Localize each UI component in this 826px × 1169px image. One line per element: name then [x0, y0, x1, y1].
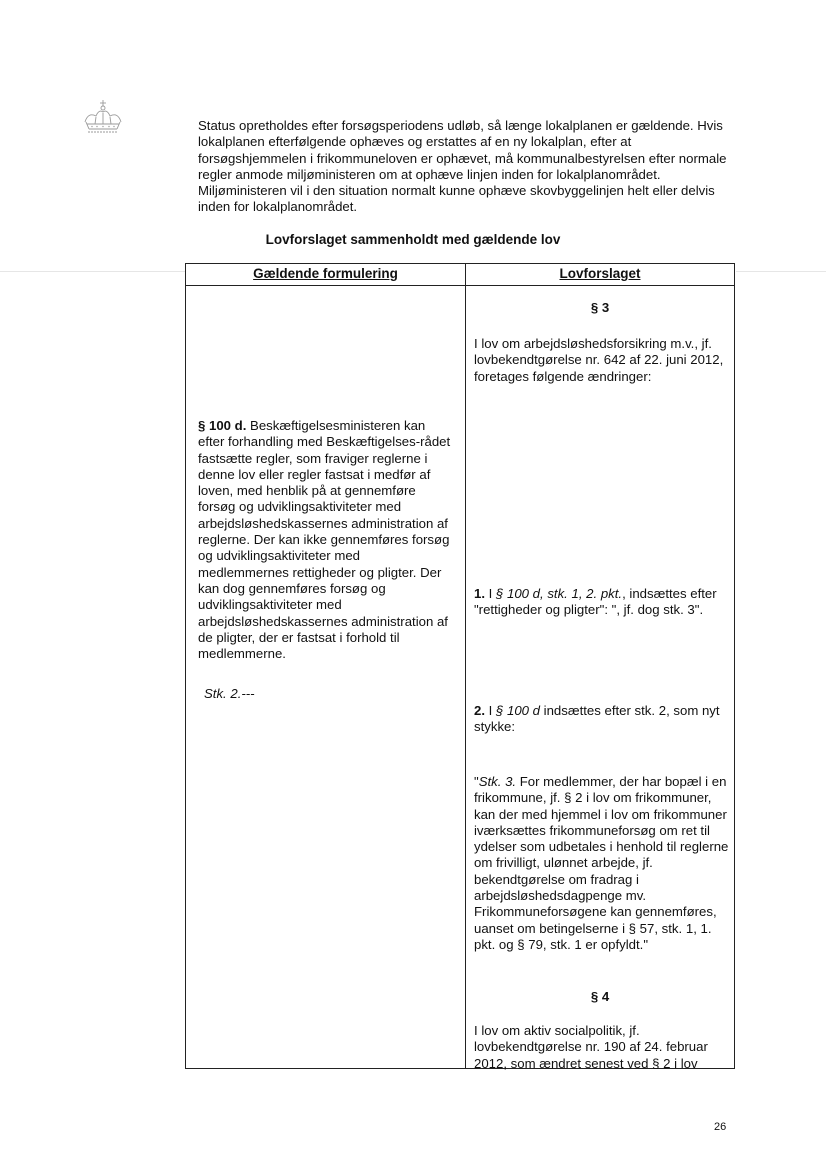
header-bill: Lovforslaget: [559, 266, 641, 281]
current-stk2: Stk. 2.---: [204, 686, 255, 701]
intro-paragraph: Status opretholdes efter forsøgsperiodens udløb, så længe lokalplanen er gældende. Hvis lokalplanen efterfølgende ophæves og erstattes af en ny lokalplan, efter at forsøgshjemmelen i frikommuneloven er ophævet, må kommunalbestyrelsen efter normale regler anmode miljøministeren om at ophæve linjen inden for lokalplanområdet. Miljøministeren vil i den situation normalt kunne ophæve skovbyggelinjen helt eller delvis inden for lokalplanområdet.: [198, 118, 727, 215]
stk3-open-quote: ": [474, 774, 479, 789]
header-current-wording: Gældende formulering: [253, 266, 398, 281]
stk3-label: Stk. 3.: [478, 774, 517, 789]
current-section-100d: [198, 418, 454, 662]
header-rule: [186, 285, 734, 286]
section-4-heading: § 4: [590, 989, 610, 1004]
scan-line-left: [0, 271, 185, 272]
scan-line-right: [736, 271, 826, 272]
section-100d-label: § 100 d.: [198, 418, 247, 433]
amendment-1-pre: I: [485, 586, 496, 601]
comparison-title: Lovforslaget sammenholdt med gældende lov: [265, 232, 561, 247]
page-number: 26: [714, 1121, 727, 1133]
amendment-1-number: 1.: [474, 586, 485, 601]
column-divider: [465, 264, 466, 1068]
amendment-1-text: , indsættes efter "rettigheder og pligter": ", jf. dog stk. 3".: [474, 586, 717, 618]
amendment-2: [474, 703, 726, 736]
amendment-2-ref: § 100 d: [496, 703, 540, 718]
amendment-2-text: indsættes efter stk. 2, som nyt stykke:: [474, 703, 720, 735]
amendment-2-number: 2.: [474, 703, 485, 718]
stk3-text: For medlemmer, der har bopæl i en frikommune, jf. § 2 i lov om frikommuner, kan der med hjemmel i lov om frikommuner iværksættes frikommuneforsøg om ret til ydelser som udbetales i henhold til reglerne om frivilligt, ulønnet arbejde, jf. bekendtgørelse om fradrag i arbejdsløshedsdagpenge mv. Frikommuneforsøgene kan gennemføres, uanset om betingelserne i § 57, stk. 1, 1. pkt. og § 79, stk. 1 er opfyldt.": [474, 774, 729, 952]
comparison-table: [185, 263, 735, 1069]
new-stk3: [474, 774, 730, 953]
section-100d-text: Beskæftigelsesministeren kan efter forhandling med Beskæftigelses-rådet fastsætte regler, som fraviger reglerne i denne lov eller regler fastsat i medfør af loven, med henblik på at gennemføre forsøg og udviklingsaktiviteter med arbejdsløshedskassernes administration af reglerne. Der kan ikke gennemføres forsøg og udviklingsaktiviteter med medlemmernes rettigheder og pligter. Der kan dog gennemføres forsøg og udviklingsaktiviteter med arbejdsløshedskassernes administration af de pligter, der er fastsat i forhold til medlemmerne.: [198, 418, 451, 662]
section-4-intro: I lov om aktiv socialpolitik, jf. lovbekendtgørelse nr. 190 af 24. februar 2012, som ændret senest ved § 2 i lov: [474, 1023, 708, 1071]
amendment-2-pre: I: [485, 703, 496, 718]
section-3-intro: I lov om arbejdsløshedsforsikring m.v., jf. lovbekendtgørelse nr. 642 af 22. juni 2012, foretages følgende ændringer:: [474, 336, 724, 384]
section-3-heading: § 3: [590, 300, 610, 315]
amendment-1: [474, 586, 730, 619]
amendment-1-ref: § 100 d, stk. 1, 2. pkt.: [496, 586, 623, 601]
crown-emblem-icon: [80, 98, 126, 138]
